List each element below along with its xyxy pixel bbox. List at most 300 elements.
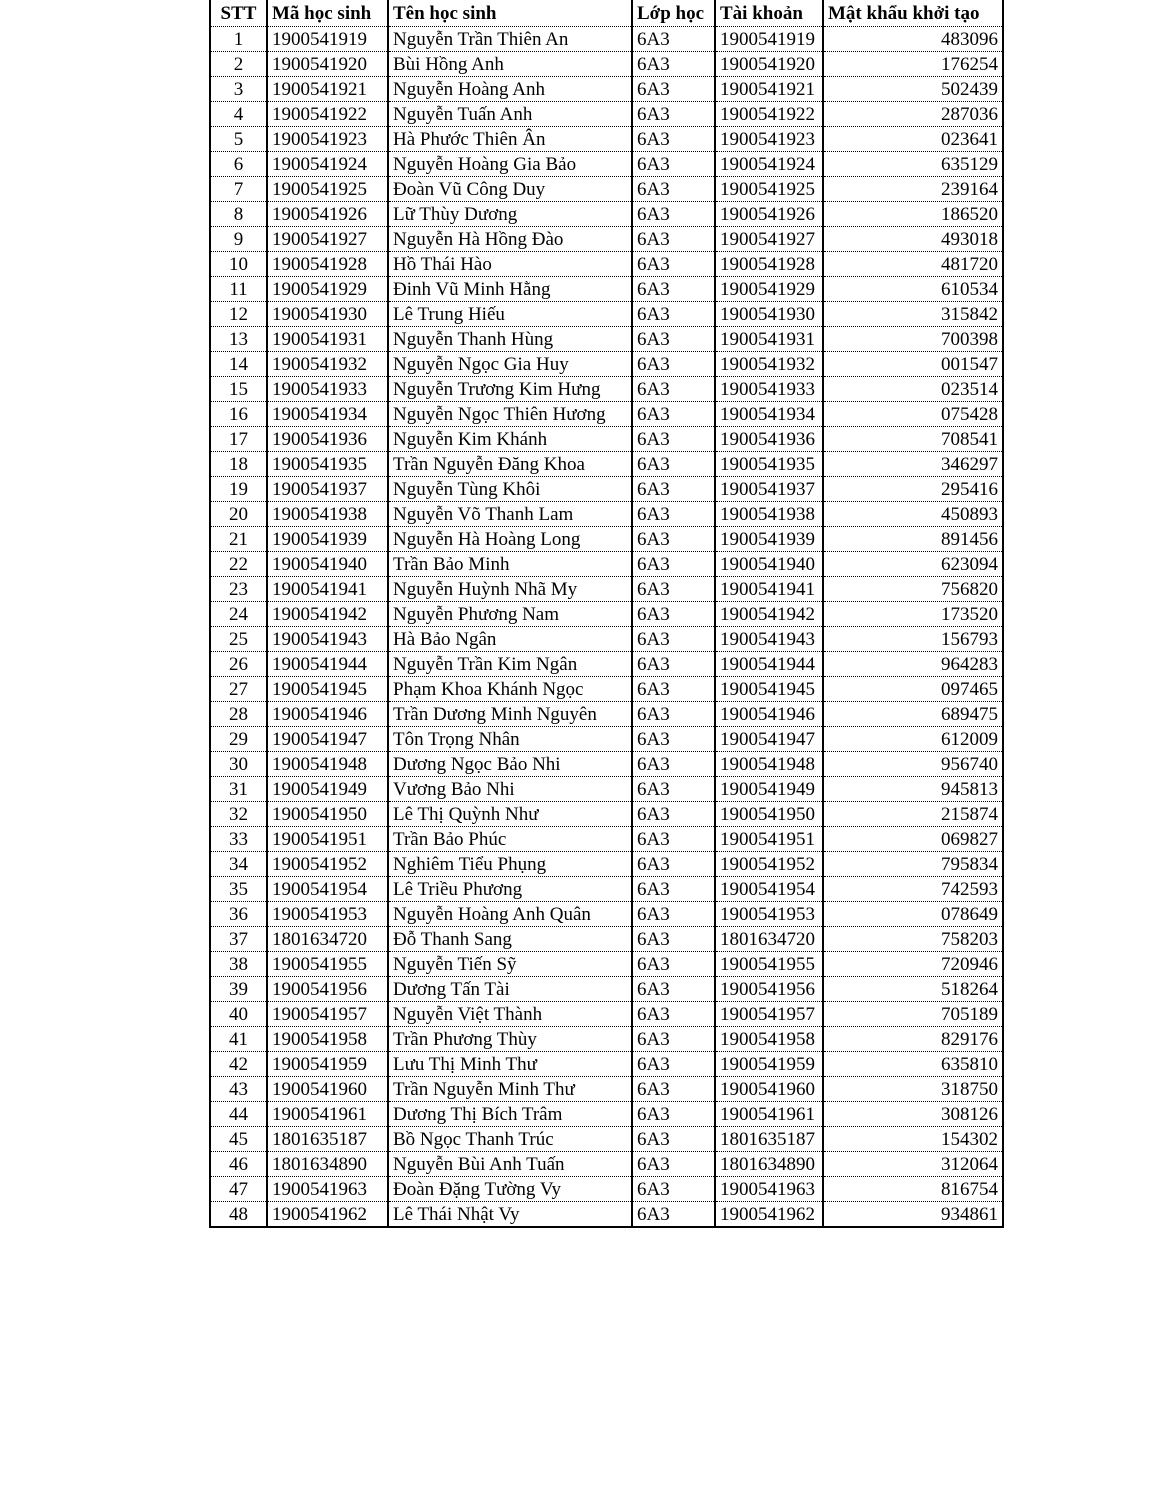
cell-initial-password: 705189 xyxy=(823,1002,1003,1027)
cell-stt: 42 xyxy=(210,1052,267,1077)
cell-student-id: 1900541938 xyxy=(267,502,388,527)
cell-stt: 27 xyxy=(210,677,267,702)
cell-account: 1900541940 xyxy=(715,552,823,577)
table-row xyxy=(210,877,1003,902)
table-row xyxy=(210,277,1003,302)
cell-initial-password: 635810 xyxy=(823,1052,1003,1077)
cell-class: 6A3 xyxy=(632,577,715,602)
header-initial-password: Mật khẩu khởi tạo xyxy=(823,0,1003,27)
cell-student-name: Nguyễn Hoàng Gia Bảo xyxy=(388,152,632,177)
cell-student-id: 1900541940 xyxy=(267,552,388,577)
cell-initial-password: 758203 xyxy=(823,927,1003,952)
table-row xyxy=(210,227,1003,252)
table-row xyxy=(210,1127,1003,1152)
cell-student-name: Nguyễn Phương Nam xyxy=(388,602,632,627)
cell-stt: 4 xyxy=(210,102,267,127)
cell-student-name: Nguyễn Tiến Sỹ xyxy=(388,952,632,977)
cell-stt: 2 xyxy=(210,52,267,77)
cell-stt: 8 xyxy=(210,202,267,227)
cell-student-name: Tôn Trọng Nhân xyxy=(388,727,632,752)
cell-initial-password: 956740 xyxy=(823,752,1003,777)
cell-initial-password: 964283 xyxy=(823,652,1003,677)
cell-account: 1900541930 xyxy=(715,302,823,327)
table-row xyxy=(210,577,1003,602)
cell-class: 6A3 xyxy=(632,502,715,527)
cell-student-id: 1900541931 xyxy=(267,327,388,352)
cell-initial-password: 239164 xyxy=(823,177,1003,202)
table-body xyxy=(210,27,1003,1228)
cell-class: 6A3 xyxy=(632,677,715,702)
cell-stt: 44 xyxy=(210,1102,267,1127)
cell-initial-password: 623094 xyxy=(823,552,1003,577)
cell-student-id: 1900541920 xyxy=(267,52,388,77)
cell-student-name: Đinh Vũ Minh Hằng xyxy=(388,277,632,302)
cell-class: 6A3 xyxy=(632,177,715,202)
cell-initial-password: 023641 xyxy=(823,127,1003,152)
cell-initial-password: 069827 xyxy=(823,827,1003,852)
cell-student-name: Nguyễn Việt Thành xyxy=(388,1002,632,1027)
cell-student-id: 1900541953 xyxy=(267,902,388,927)
cell-student-name: Nguyễn Võ Thanh Lam xyxy=(388,502,632,527)
cell-student-name: Nguyễn Kim Khánh xyxy=(388,427,632,452)
cell-account: 1801635187 xyxy=(715,1127,823,1152)
cell-account: 1900541924 xyxy=(715,152,823,177)
cell-account: 1900541923 xyxy=(715,127,823,152)
cell-initial-password: 829176 xyxy=(823,1027,1003,1052)
cell-initial-password: 156793 xyxy=(823,627,1003,652)
table-row xyxy=(210,352,1003,377)
cell-student-id: 1900541948 xyxy=(267,752,388,777)
cell-account: 1900541961 xyxy=(715,1102,823,1127)
cell-class: 6A3 xyxy=(632,527,715,552)
cell-student-id: 1900541946 xyxy=(267,702,388,727)
cell-initial-password: 346297 xyxy=(823,452,1003,477)
cell-class: 6A3 xyxy=(632,777,715,802)
cell-student-name: Hà Phước Thiên Ân xyxy=(388,127,632,152)
cell-stt: 22 xyxy=(210,552,267,577)
table-row xyxy=(210,1152,1003,1177)
cell-account: 1900541941 xyxy=(715,577,823,602)
cell-account: 1900541922 xyxy=(715,102,823,127)
table-row xyxy=(210,27,1003,52)
cell-stt: 30 xyxy=(210,752,267,777)
table-row xyxy=(210,527,1003,552)
cell-class: 6A3 xyxy=(632,227,715,252)
cell-class: 6A3 xyxy=(632,627,715,652)
cell-student-name: Nguyễn Trần Thiên An xyxy=(388,27,632,52)
cell-initial-password: 186520 xyxy=(823,202,1003,227)
cell-account: 1801634720 xyxy=(715,927,823,952)
table-row xyxy=(210,627,1003,652)
cell-stt: 16 xyxy=(210,402,267,427)
table-row xyxy=(210,977,1003,1002)
cell-initial-password: 295416 xyxy=(823,477,1003,502)
cell-student-name: Lưu Thị Minh Thư xyxy=(388,1052,632,1077)
cell-stt: 37 xyxy=(210,927,267,952)
table-row xyxy=(210,1027,1003,1052)
cell-account: 1900541920 xyxy=(715,52,823,77)
cell-stt: 31 xyxy=(210,777,267,802)
cell-class: 6A3 xyxy=(632,52,715,77)
cell-account: 1900541952 xyxy=(715,852,823,877)
cell-student-id: 1801635187 xyxy=(267,1127,388,1152)
cell-stt: 36 xyxy=(210,902,267,927)
cell-stt: 6 xyxy=(210,152,267,177)
cell-student-name: Nguyễn Hà Hoàng Long xyxy=(388,527,632,552)
table-row xyxy=(210,377,1003,402)
cell-class: 6A3 xyxy=(632,877,715,902)
cell-student-id: 1900541951 xyxy=(267,827,388,852)
cell-student-id: 1801634720 xyxy=(267,927,388,952)
cell-account: 1900541954 xyxy=(715,877,823,902)
table-row xyxy=(210,852,1003,877)
cell-initial-password: 720946 xyxy=(823,952,1003,977)
cell-initial-password: 318750 xyxy=(823,1077,1003,1102)
cell-stt: 19 xyxy=(210,477,267,502)
cell-stt: 20 xyxy=(210,502,267,527)
cell-student-id: 1900541950 xyxy=(267,802,388,827)
cell-initial-password: 934861 xyxy=(823,1202,1003,1228)
cell-stt: 14 xyxy=(210,352,267,377)
cell-student-name: Nguyễn Huỳnh Nhã My xyxy=(388,577,632,602)
cell-stt: 35 xyxy=(210,877,267,902)
cell-initial-password: 518264 xyxy=(823,977,1003,1002)
table-row xyxy=(210,702,1003,727)
cell-student-name: Trần Dương Minh Nguyên xyxy=(388,702,632,727)
cell-class: 6A3 xyxy=(632,1002,715,1027)
header-stt: STT xyxy=(210,0,267,27)
cell-stt: 5 xyxy=(210,127,267,152)
cell-student-name: Lê Thái Nhật Vy xyxy=(388,1202,632,1228)
table-row xyxy=(210,652,1003,677)
cell-student-id: 1900541922 xyxy=(267,102,388,127)
cell-initial-password: 945813 xyxy=(823,777,1003,802)
cell-class: 6A3 xyxy=(632,152,715,177)
cell-stt: 21 xyxy=(210,527,267,552)
cell-initial-password: 742593 xyxy=(823,877,1003,902)
cell-student-id: 1900541934 xyxy=(267,402,388,427)
cell-class: 6A3 xyxy=(632,427,715,452)
cell-class: 6A3 xyxy=(632,477,715,502)
cell-account: 1900541935 xyxy=(715,452,823,477)
cell-class: 6A3 xyxy=(632,352,715,377)
cell-stt: 29 xyxy=(210,727,267,752)
cell-initial-password: 756820 xyxy=(823,577,1003,602)
table-row xyxy=(210,452,1003,477)
cell-student-name: Trần Nguyễn Minh Thư xyxy=(388,1077,632,1102)
cell-initial-password: 450893 xyxy=(823,502,1003,527)
cell-account: 1900541945 xyxy=(715,677,823,702)
cell-student-name: Lữ Thùy Dương xyxy=(388,202,632,227)
cell-student-name: Trần Bảo Phúc xyxy=(388,827,632,852)
cell-initial-password: 493018 xyxy=(823,227,1003,252)
cell-class: 6A3 xyxy=(632,1202,715,1228)
cell-class: 6A3 xyxy=(632,652,715,677)
cell-stt: 17 xyxy=(210,427,267,452)
cell-initial-password: 312064 xyxy=(823,1152,1003,1177)
cell-student-name: Lê Triều Phương xyxy=(388,877,632,902)
cell-initial-password: 001547 xyxy=(823,352,1003,377)
cell-student-name: Lê Thị Quỳnh Như xyxy=(388,802,632,827)
cell-account: 1900541931 xyxy=(715,327,823,352)
cell-student-name: Dương Tấn Tài xyxy=(388,977,632,1002)
cell-student-id: 1900541939 xyxy=(267,527,388,552)
cell-initial-password: 610534 xyxy=(823,277,1003,302)
cell-student-id: 1900541937 xyxy=(267,477,388,502)
cell-initial-password: 176254 xyxy=(823,52,1003,77)
cell-account: 1900541926 xyxy=(715,202,823,227)
cell-account: 1900541934 xyxy=(715,402,823,427)
table-row xyxy=(210,1102,1003,1127)
cell-stt: 33 xyxy=(210,827,267,852)
cell-student-name: Bồ Ngọc Thanh Trúc xyxy=(388,1127,632,1152)
cell-student-id: 1900541962 xyxy=(267,1202,388,1228)
cell-student-id: 1900541942 xyxy=(267,602,388,627)
cell-initial-password: 502439 xyxy=(823,77,1003,102)
cell-student-id: 1900541924 xyxy=(267,152,388,177)
cell-class: 6A3 xyxy=(632,552,715,577)
cell-class: 6A3 xyxy=(632,977,715,1002)
header-student-id: Mã học sinh xyxy=(267,0,388,27)
cell-account: 1900541925 xyxy=(715,177,823,202)
cell-student-name: Hồ Thái Hào xyxy=(388,252,632,277)
table-row xyxy=(210,177,1003,202)
cell-class: 6A3 xyxy=(632,1027,715,1052)
table-row xyxy=(210,602,1003,627)
cell-account: 1900541921 xyxy=(715,77,823,102)
cell-student-name: Vương Bảo Nhi xyxy=(388,777,632,802)
cell-student-id: 1801634890 xyxy=(267,1152,388,1177)
cell-stt: 11 xyxy=(210,277,267,302)
cell-stt: 10 xyxy=(210,252,267,277)
header-account: Tài khoản xyxy=(715,0,823,27)
cell-student-id: 1900541943 xyxy=(267,627,388,652)
cell-student-id: 1900541925 xyxy=(267,177,388,202)
cell-account: 1900541936 xyxy=(715,427,823,452)
table-row xyxy=(210,1002,1003,1027)
cell-stt: 48 xyxy=(210,1202,267,1228)
cell-student-id: 1900541963 xyxy=(267,1177,388,1202)
cell-class: 6A3 xyxy=(632,1152,715,1177)
cell-initial-password: 708541 xyxy=(823,427,1003,452)
cell-initial-password: 612009 xyxy=(823,727,1003,752)
cell-stt: 1 xyxy=(210,27,267,52)
cell-student-name: Trần Nguyễn Đăng Khoa xyxy=(388,452,632,477)
cell-stt: 13 xyxy=(210,327,267,352)
cell-class: 6A3 xyxy=(632,752,715,777)
cell-student-id: 1900541959 xyxy=(267,1052,388,1077)
cell-initial-password: 483096 xyxy=(823,27,1003,52)
cell-student-id: 1900541936 xyxy=(267,427,388,452)
table-row xyxy=(210,802,1003,827)
cell-initial-password: 287036 xyxy=(823,102,1003,127)
cell-class: 6A3 xyxy=(632,902,715,927)
cell-class: 6A3 xyxy=(632,402,715,427)
table-row xyxy=(210,502,1003,527)
table-row xyxy=(210,777,1003,802)
table-row xyxy=(210,1077,1003,1102)
cell-account: 1900541939 xyxy=(715,527,823,552)
cell-class: 6A3 xyxy=(632,127,715,152)
cell-initial-password: 097465 xyxy=(823,677,1003,702)
cell-stt: 15 xyxy=(210,377,267,402)
cell-account: 1900541938 xyxy=(715,502,823,527)
cell-student-id: 1900541952 xyxy=(267,852,388,877)
cell-account: 1900541944 xyxy=(715,652,823,677)
cell-account: 1900541956 xyxy=(715,977,823,1002)
table-row xyxy=(210,52,1003,77)
cell-student-id: 1900541930 xyxy=(267,302,388,327)
cell-stt: 43 xyxy=(210,1077,267,1102)
cell-account: 1900541927 xyxy=(715,227,823,252)
cell-student-name: Nguyễn Hà Hồng Đào xyxy=(388,227,632,252)
cell-account: 1801634890 xyxy=(715,1152,823,1177)
cell-stt: 39 xyxy=(210,977,267,1002)
cell-student-name: Nguyễn Tùng Khôi xyxy=(388,477,632,502)
cell-class: 6A3 xyxy=(632,302,715,327)
cell-class: 6A3 xyxy=(632,102,715,127)
cell-class: 6A3 xyxy=(632,602,715,627)
cell-account: 1900541948 xyxy=(715,752,823,777)
cell-account: 1900541959 xyxy=(715,1052,823,1077)
cell-student-id: 1900541958 xyxy=(267,1027,388,1052)
cell-student-id: 1900541932 xyxy=(267,352,388,377)
cell-student-id: 1900541929 xyxy=(267,277,388,302)
table-row xyxy=(210,677,1003,702)
cell-student-name: Lê Trung Hiếu xyxy=(388,302,632,327)
table-row xyxy=(210,327,1003,352)
cell-student-name: Dương Thị Bích Trâm xyxy=(388,1102,632,1127)
cell-stt: 32 xyxy=(210,802,267,827)
cell-student-id: 1900541933 xyxy=(267,377,388,402)
cell-class: 6A3 xyxy=(632,827,715,852)
cell-stt: 41 xyxy=(210,1027,267,1052)
cell-account: 1900541960 xyxy=(715,1077,823,1102)
table-row xyxy=(210,477,1003,502)
cell-initial-password: 308126 xyxy=(823,1102,1003,1127)
table-header xyxy=(210,0,1003,27)
cell-class: 6A3 xyxy=(632,1102,715,1127)
cell-class: 6A3 xyxy=(632,27,715,52)
cell-student-id: 1900541947 xyxy=(267,727,388,752)
cell-student-name: Nguyễn Trương Kim Hưng xyxy=(388,377,632,402)
cell-student-id: 1900541954 xyxy=(267,877,388,902)
cell-student-id: 1900541945 xyxy=(267,677,388,702)
cell-class: 6A3 xyxy=(632,277,715,302)
table-row xyxy=(210,952,1003,977)
cell-class: 6A3 xyxy=(632,702,715,727)
cell-class: 6A3 xyxy=(632,77,715,102)
cell-student-id: 1900541949 xyxy=(267,777,388,802)
cell-student-id: 1900541927 xyxy=(267,227,388,252)
table-row xyxy=(210,127,1003,152)
table-row xyxy=(210,1052,1003,1077)
cell-class: 6A3 xyxy=(632,1127,715,1152)
cell-initial-password: 891456 xyxy=(823,527,1003,552)
cell-student-name: Nguyễn Ngọc Gia Huy xyxy=(388,352,632,377)
table-row xyxy=(210,402,1003,427)
cell-student-id: 1900541926 xyxy=(267,202,388,227)
table-row xyxy=(210,202,1003,227)
cell-initial-password: 173520 xyxy=(823,602,1003,627)
cell-student-id: 1900541941 xyxy=(267,577,388,602)
cell-initial-password: 700398 xyxy=(823,327,1003,352)
cell-student-name: Đoàn Đặng Tường Vy xyxy=(388,1177,632,1202)
cell-class: 6A3 xyxy=(632,952,715,977)
cell-stt: 40 xyxy=(210,1002,267,1027)
cell-stt: 9 xyxy=(210,227,267,252)
cell-student-id: 1900541957 xyxy=(267,1002,388,1027)
table-row xyxy=(210,302,1003,327)
table-row xyxy=(210,927,1003,952)
cell-student-name: Trần Phương Thùy xyxy=(388,1027,632,1052)
cell-student-id: 1900541956 xyxy=(267,977,388,1002)
cell-account: 1900541958 xyxy=(715,1027,823,1052)
cell-stt: 38 xyxy=(210,952,267,977)
cell-account: 1900541963 xyxy=(715,1177,823,1202)
cell-student-name: Phạm Khoa Khánh Ngọc xyxy=(388,677,632,702)
cell-initial-password: 635129 xyxy=(823,152,1003,177)
cell-student-name: Trần Bảo Minh xyxy=(388,552,632,577)
cell-initial-password: 315842 xyxy=(823,302,1003,327)
cell-stt: 45 xyxy=(210,1127,267,1152)
cell-account: 1900541933 xyxy=(715,377,823,402)
cell-student-name: Nguyễn Ngọc Thiên Hương xyxy=(388,402,632,427)
cell-initial-password: 078649 xyxy=(823,902,1003,927)
cell-stt: 3 xyxy=(210,77,267,102)
cell-student-name: Đoàn Vũ Công Duy xyxy=(388,177,632,202)
cell-initial-password: 075428 xyxy=(823,402,1003,427)
cell-initial-password: 689475 xyxy=(823,702,1003,727)
cell-stt: 25 xyxy=(210,627,267,652)
cell-class: 6A3 xyxy=(632,1052,715,1077)
cell-initial-password: 795834 xyxy=(823,852,1003,877)
student-roster-table xyxy=(209,0,1004,1228)
table-row xyxy=(210,77,1003,102)
cell-account: 1900541943 xyxy=(715,627,823,652)
cell-student-id: 1900541921 xyxy=(267,77,388,102)
cell-class: 6A3 xyxy=(632,1177,715,1202)
cell-account: 1900541955 xyxy=(715,952,823,977)
cell-stt: 46 xyxy=(210,1152,267,1177)
cell-student-id: 1900541960 xyxy=(267,1077,388,1102)
cell-stt: 23 xyxy=(210,577,267,602)
cell-class: 6A3 xyxy=(632,377,715,402)
cell-stt: 7 xyxy=(210,177,267,202)
table-row xyxy=(210,552,1003,577)
cell-account: 1900541953 xyxy=(715,902,823,927)
cell-stt: 26 xyxy=(210,652,267,677)
table-row xyxy=(210,427,1003,452)
header-class: Lớp học xyxy=(632,0,715,27)
cell-student-name: Nguyễn Tuấn Anh xyxy=(388,102,632,127)
cell-account: 1900541942 xyxy=(715,602,823,627)
cell-student-name: Nghiêm Tiểu Phụng xyxy=(388,852,632,877)
cell-initial-password: 816754 xyxy=(823,1177,1003,1202)
cell-student-id: 1900541919 xyxy=(267,27,388,52)
cell-student-name: Nguyễn Bùi Anh Tuấn xyxy=(388,1152,632,1177)
cell-class: 6A3 xyxy=(632,327,715,352)
cell-account: 1900541950 xyxy=(715,802,823,827)
cell-account: 1900541951 xyxy=(715,827,823,852)
cell-student-id: 1900541944 xyxy=(267,652,388,677)
cell-class: 6A3 xyxy=(632,452,715,477)
header-student-name: Tên học sinh xyxy=(388,0,632,27)
table-row xyxy=(210,152,1003,177)
cell-student-name: Nguyễn Hoàng Anh xyxy=(388,77,632,102)
cell-initial-password: 023514 xyxy=(823,377,1003,402)
cell-account: 1900541962 xyxy=(715,1202,823,1228)
